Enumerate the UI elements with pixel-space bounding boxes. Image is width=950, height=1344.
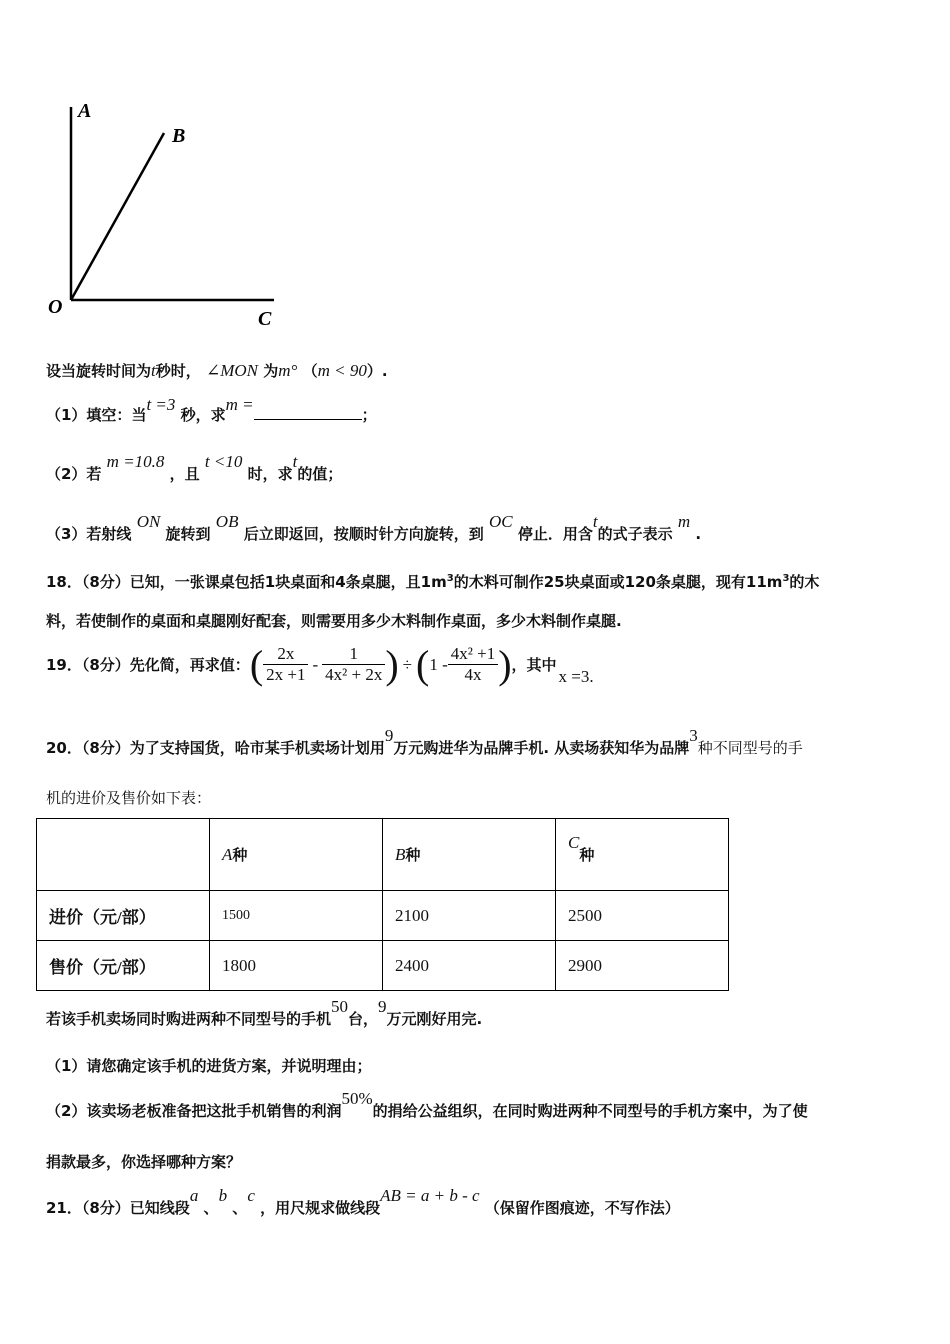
table-row <box>37 891 729 941</box>
table-cell: 2400 <box>383 941 556 991</box>
fraction-2: $\frac{1}{\text{4x² + 2x}}$ <box>322 644 385 685</box>
table-cell: 2500 <box>556 891 729 941</box>
row-label: 售价（元/部） <box>37 941 210 991</box>
q20-after-table: 若该手机卖场同时购进两种不同型号的手机50台，9万元刚好用完. <box>46 997 483 1028</box>
label-o: O <box>48 296 63 318</box>
ray-ob <box>71 133 164 300</box>
label-b: B <box>172 125 186 147</box>
table-header-cell: C种 <box>556 819 729 891</box>
table-cell: 2100 <box>383 891 556 941</box>
q21: 21．（8分）已知线段a 、b 、c ，用尺规求做线段AB = a + b - c （保留作图痕迹，不写作法） <box>46 1186 680 1217</box>
table-header-cell: A种 <box>210 819 383 891</box>
q18-line1: 18．（8分）已知，一张课桌包括1块桌面和4条桌腿，且$1m^3$的木料可制作25块桌面或120条桌腿，现有$11m^3$的木 <box>46 573 820 591</box>
q17-intro: 设当旋转时间为t秒时， ∠MON 为m° （m < 90）. <box>46 361 388 380</box>
q20-part2: （2）该卖场老板准备把这批手机销售的利润50%的捐给公益组织，在同时购进两种不同型号的手机方案中，为了使 <box>46 1089 808 1120</box>
table-header-cell: B种 <box>383 819 556 891</box>
q17-part3: （3）若射线 ON 旋转到 OB 后立即返回，按顺时针方向旋转，到 OC 停止．用含t的式子表示 m . <box>46 512 702 543</box>
table-cell: 1500 <box>210 891 383 941</box>
price-table <box>36 818 729 991</box>
q20-line1: 20．（8分）为了支持国货，哈市某手机卖场计划用9万元购进华为品牌手机. 从卖场获知华为品牌3种不同型号的手 <box>46 726 803 757</box>
q17-part1: （1）填空：当t =3 秒，求m =； <box>46 395 377 424</box>
q19: 19．（8分）先化简，再求值： ( $\frac{2x}{2x +1}$ - $\frac{1}{\text{4x² + 2x}}$ ) ÷ ( 1 - $\frac{\text{4x² +1}}{4x}$ ) ，其中 x =3. <box>46 641 594 687</box>
answer-blank[interactable] <box>254 405 362 420</box>
fraction-3: $\frac{\text{4x² +1}}{4x}$ <box>448 644 498 685</box>
table-row <box>37 941 729 991</box>
label-a: A <box>78 100 92 122</box>
table-header-row <box>37 819 729 891</box>
q20-part2-line2: 捐款最多，你选择哪种方案？ <box>46 1153 242 1171</box>
row-label: 进价（元/部） <box>37 891 210 941</box>
q17-part2: （2）若 m =10.8 ，且 t <10 时，求t的值； <box>46 452 343 483</box>
table-cell: 2900 <box>556 941 729 991</box>
label-c: C <box>258 308 272 330</box>
q20-line2: 机的进价及售价如下表： <box>46 789 212 807</box>
angle-figure <box>40 95 290 335</box>
q18-line2: 料，若使制作的桌面和桌腿刚好配套，则需要用多少木料制作桌面，多少木料制作桌腿. <box>46 612 622 630</box>
q20-part1: （1）请您确定该手机的进货方案，并说明理由； <box>46 1057 372 1075</box>
table-header-cell <box>37 819 210 891</box>
fraction-1: $\frac{2x}{2x +1}$ <box>263 644 308 685</box>
table-cell: 1800 <box>210 941 383 991</box>
